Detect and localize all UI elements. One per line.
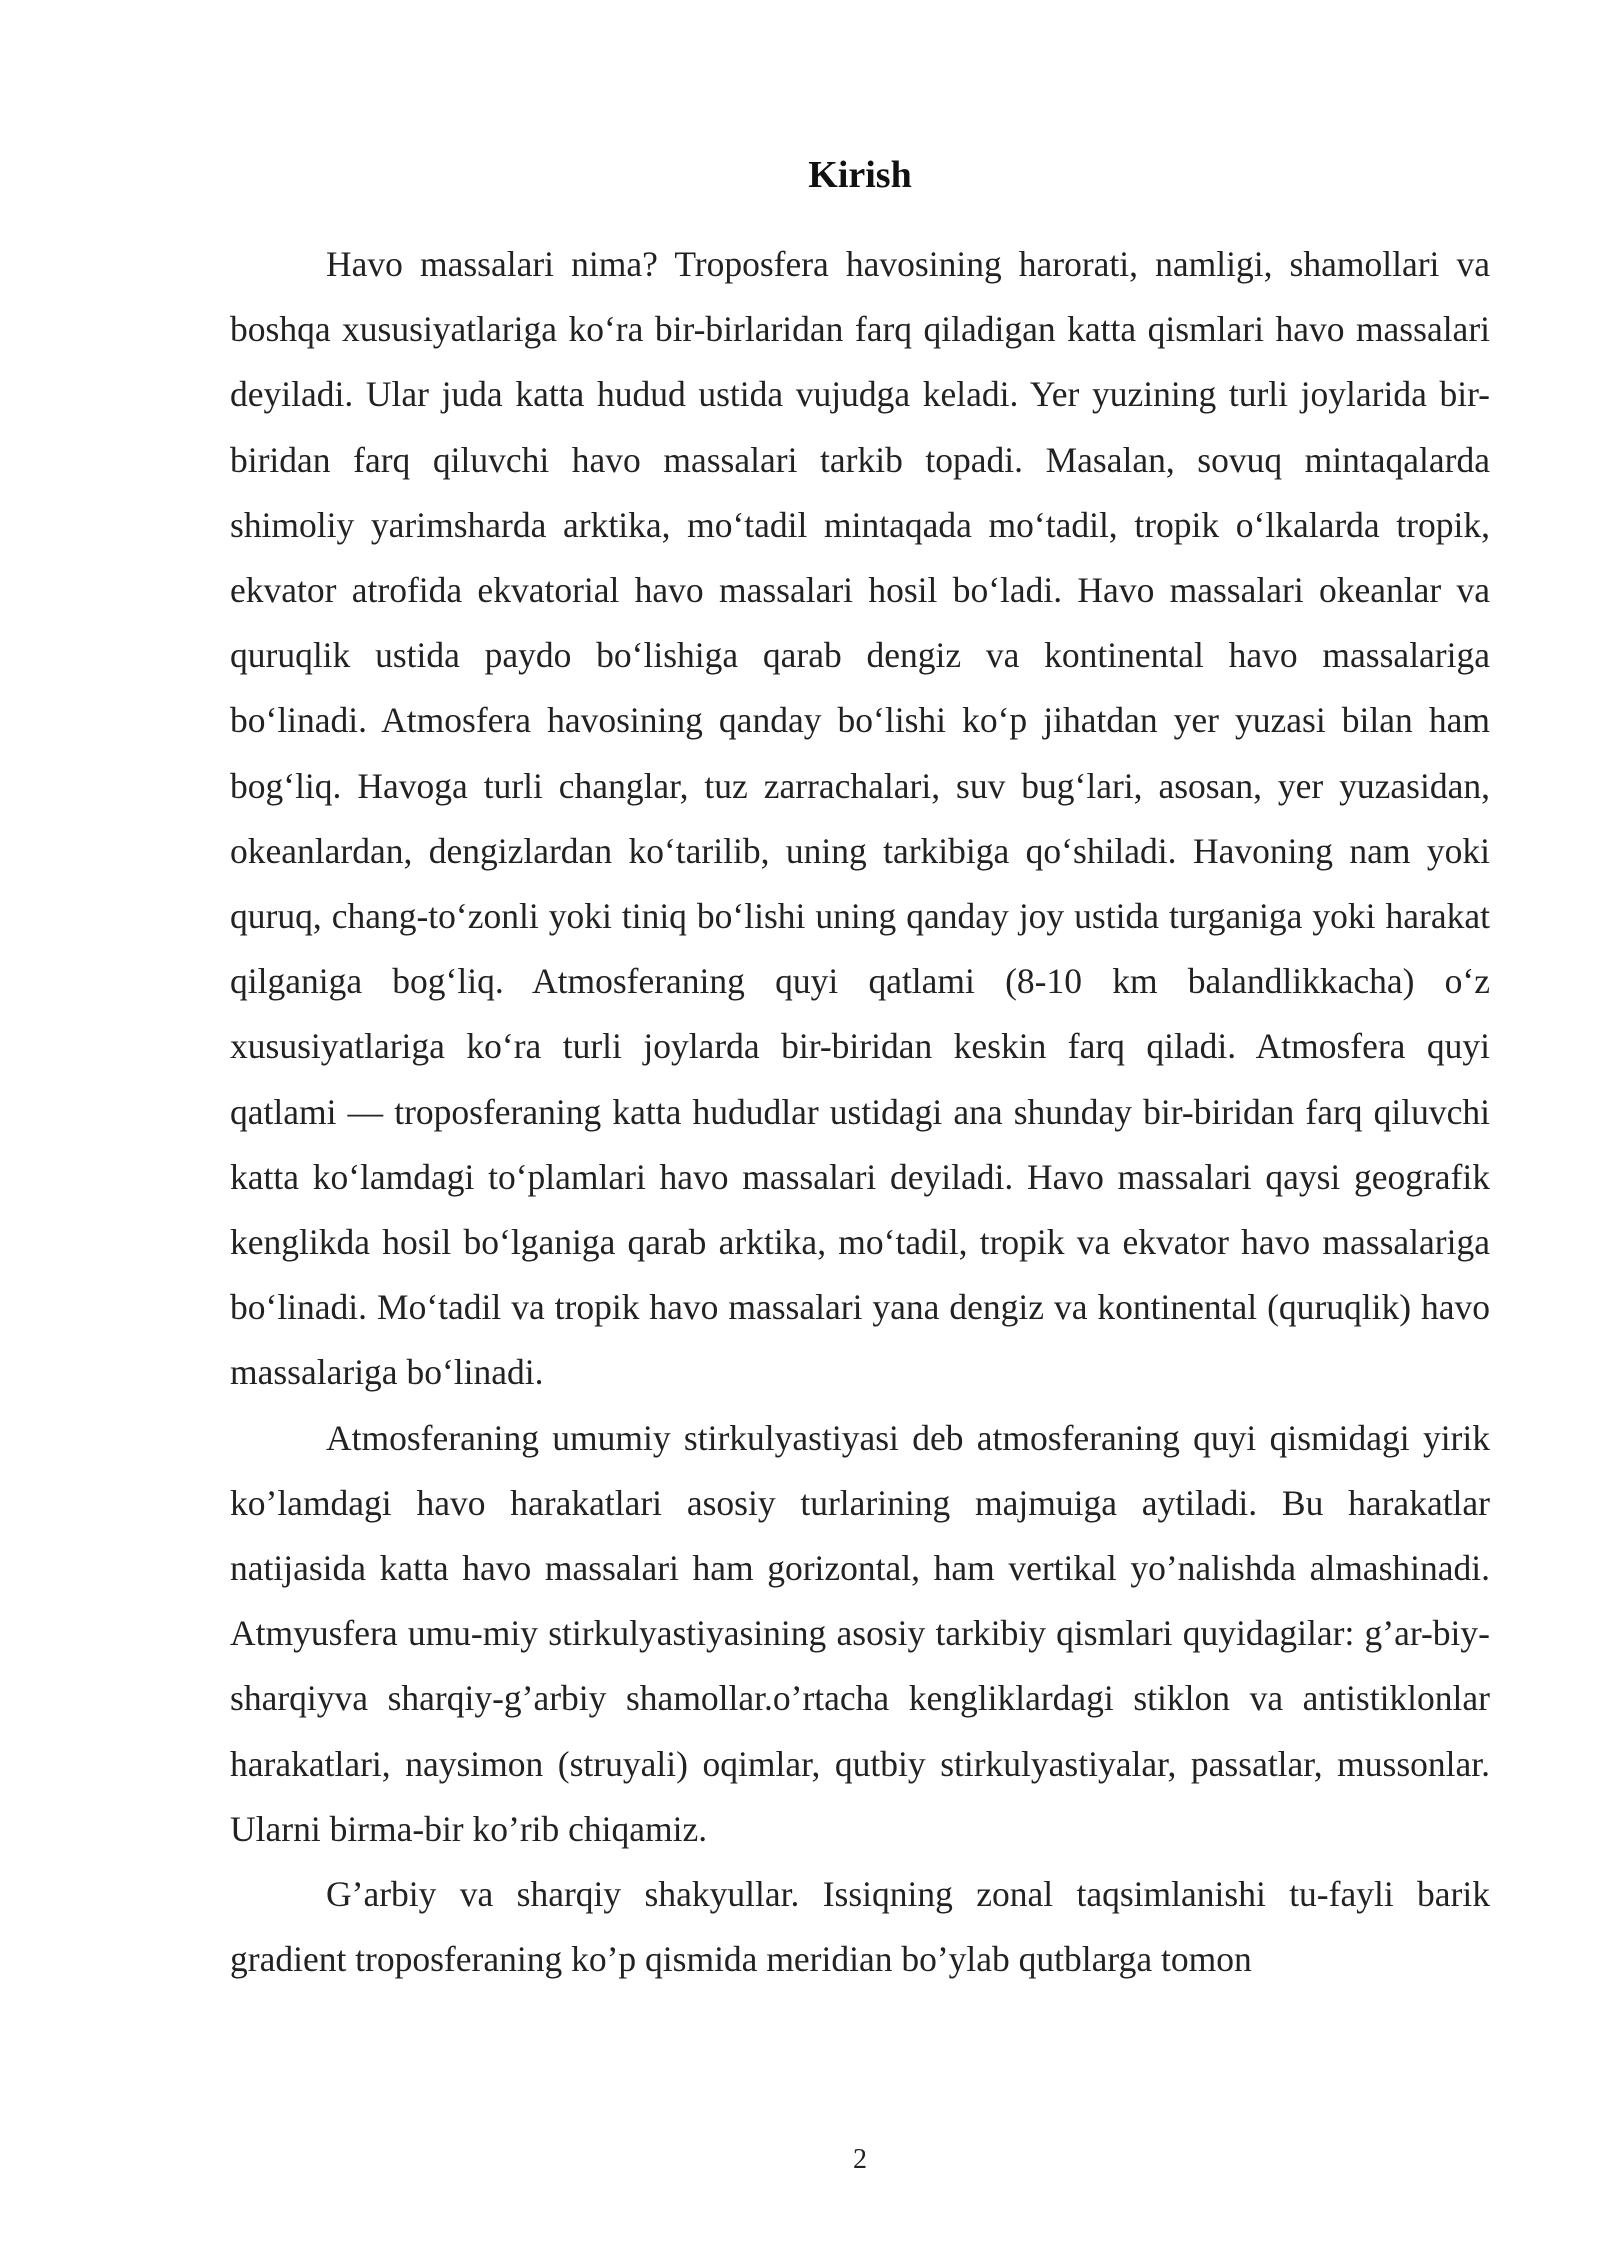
- page-title: Kirish: [808, 154, 912, 196]
- paragraph-westerlies-easterlies: G’arbiy va sharqiy shakyullar. Issiqning zonal taqsimlanishi tu-fayli barik gradient troposferaning ko’p qismida meridian bo’ylab qutblarga tomon: [230, 1874, 1490, 1980]
- paragraph-general-circulation: Atmosferaning umumiy stirkulyastiyasi deb atmosferaning quyi qismidagi yirik ko’lamdagi havo harakatlari asosiy turlarining majmuiga aytiladi. Bu harakatlar natijasida katta havo massalari ham gorizontal, ham vertikal yo’nalishda almashinadi. Atmyusfera umu-miy stirkulyastiyasining asosiy tarkibiy qismlari quyidagilar: g’ar-biy-sharqiyva sharqiy-g’arbiy shamollar.o’rtacha kengliklardagi stiklon va antistiklonlar harakatlari, naysimon (struyali) oqimlar, qutbiy stirkulyastiyalar, passatlar, mussonlar. Ularni birma-bir ko’rib chiqamiz.: [230, 1417, 1490, 1849]
- body-text: [230, 232, 1490, 1992]
- page-number: 2: [853, 2144, 867, 2175]
- paragraph-air-masses: Havo massalari nima? Troposfera havosining harorati, namligi, shamollari va boshqa xususiyatlariga ko‘ra bir-birlaridan farq qiladigan katta qismlari havo massalari deyiladi. Ular juda katta hudud ustida vujudga keladi. Yer yuzining turli joylarida bir-biridan farq qiluvchi havo massalari tarkib topadi. Masalan, sovuq mintaqalarda shimoliy yarimsharda arktika, mo‘tadil mintaqada mo‘tadil, tropik o‘lkalarda tropik, ekvator atrofida ekvatorial havo massalari hosil bo‘ladi. Havo massalari okeanlar va quruqlik ustida paydo bo‘lishiga qarab dengiz va kontinental havo massalariga bo‘linadi. Atmosfera havosining qanday bo‘lishi ko‘p jihatdan yer yuzasi bilan ham bog‘liq. Havoga turli changlar, tuz zarrachalari, suv bug‘lari, asosan, yer yuzasidan, okeanlardan, dengizlardan ko‘tarilib, uning tarkibiga qo‘shiladi. Havoning nam yoki quruq, chang-to‘zonli yoki tiniq bo‘lishi uning qanday joy ustida turganiga yoki harakat qilganiga bog‘liq. Atmosferaning quyi qatlami (8-10 km balandlikkacha) o‘z xususiyatlariga ko‘ra turli joylarda bir-biridan keskin farq qiladi. Atmosfera quyi qatlami — troposferaning katta hududlar ustidagi ana shunday bir-biridan farq qiluvchi katta ko‘lamdagi to‘plamlari havo massalari deyiladi. Havo massalari qaysi geografik kenglikda hosil bo‘lganiga qarab arktika, mo‘tadil, tropik va ekvator havo massalariga bo‘linadi. Mo‘tadil va tropik havo massalari yana dengiz va kontinental (quruqlik) havo massalariga bo‘linadi.: [230, 244, 1490, 1393]
